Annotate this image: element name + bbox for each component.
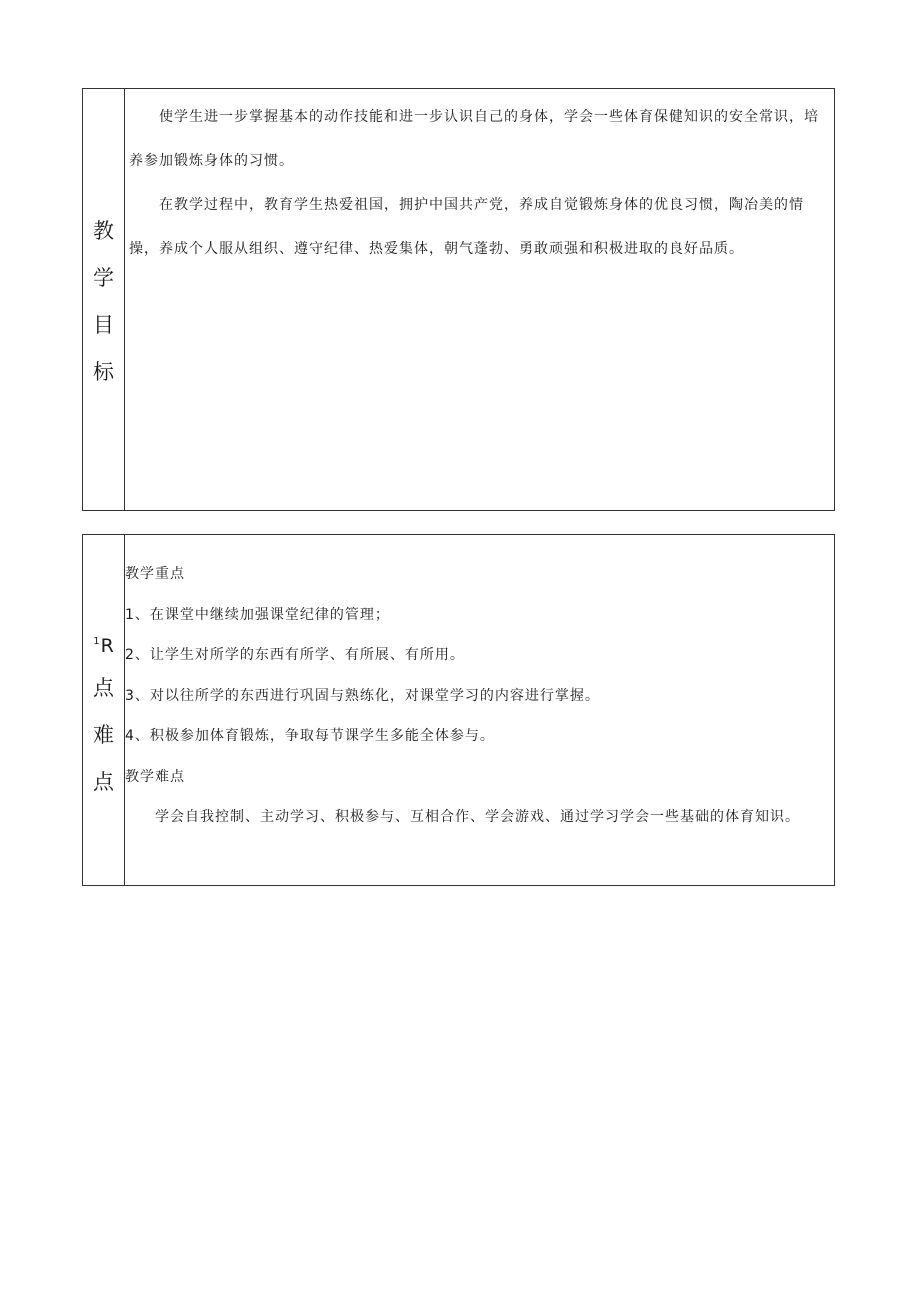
key-points-heading: 教学重点 (125, 566, 185, 582)
key-points-label-char: 难 (93, 723, 114, 747)
objectives-paragraph: 在教学过程中，教育学生热爱祖国，拥护中国共产党，养成自觉锻炼身体的优良习惯，陶冶美的情操，养成个人服从组织、遵守纪律、热爱集体，朝气蓬勃、勇敢顽强和积极进取的良好品质。 (129, 197, 804, 257)
key-points-label-char: 点 (93, 676, 114, 700)
key-point-item: 4、积极参加体育锻炼，争取每节课学生多能全体参与。 (125, 728, 495, 744)
objectives-paragraph: 使学生进一步掌握基本的动作技能和进一步认识自己的身体，学会一些体育保健知识的安全常识，培养参加锻炼身体的习惯。 (129, 109, 819, 169)
objectives-label-char: 目 (93, 312, 114, 337)
objectives-label-char: 教 (93, 218, 114, 243)
key-points-table (82, 534, 835, 886)
key-point-item: 3、对以往所学的东西进行巩固与熟练化，对课堂学习的内容进行掌握。 (125, 687, 600, 704)
key-points-label-char: 点 (93, 770, 114, 794)
difficulty-text: 学会自我控制、主动学习、积极参与、互相合作、学会游戏、通过学习学会一些基础的体育知识。 (155, 809, 800, 825)
objectives-table (82, 88, 835, 511)
key-points-content (125, 535, 834, 885)
key-point-item: 1、在课堂中继续加强课堂纪律的管理； (125, 606, 390, 623)
key-points-label-first (93, 618, 114, 665)
key-point-item: 2、让学生对所学的东西有所学、有所展、有所用。 (125, 647, 465, 663)
difficulty-heading: 教学难点 (125, 768, 185, 785)
objectives-label-char: 学 (93, 265, 114, 290)
key-points-label-letter: R (100, 635, 114, 657)
objectives-label-char: 标 (93, 359, 114, 384)
key-points-label (83, 535, 124, 885)
objectives-label (83, 89, 124, 510)
objectives-content (125, 89, 834, 510)
key-points-label-sup: 1 (93, 636, 100, 647)
